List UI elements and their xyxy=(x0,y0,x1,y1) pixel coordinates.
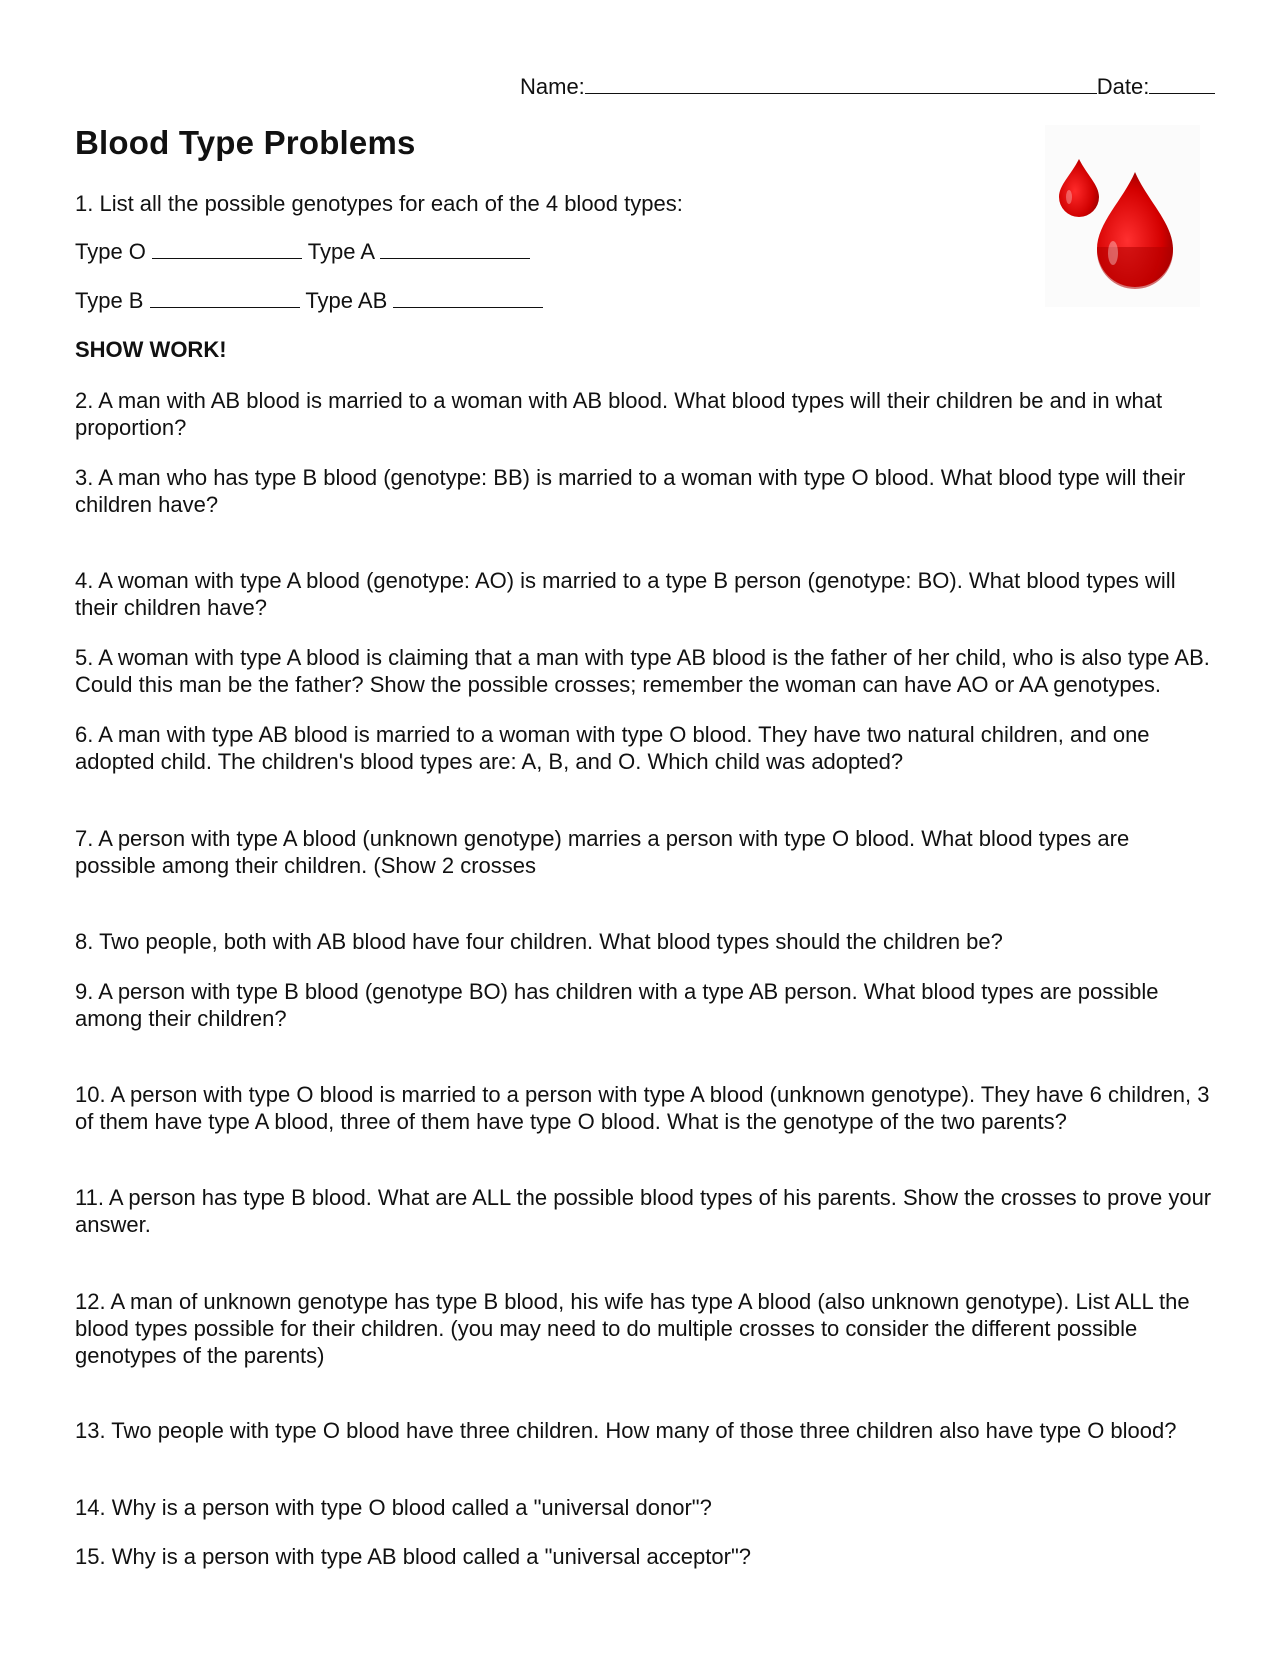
question-15: 15. Why is a person with type AB blood called a "universal acceptor"? xyxy=(75,1544,751,1569)
question-7: 7. A person with type A blood (unknown genotype) marries a person with type O blood. What blood types are possible among their children. (Show 2 crosses xyxy=(75,826,1130,878)
show-work-heading: SHOW WORK! xyxy=(75,337,227,362)
question-4: 4. A woman with type A blood (genotype: AO) is married to a type B person (genotype: BO). What blood types will their children have? xyxy=(75,568,1176,620)
genotype-row-1 xyxy=(75,238,530,265)
type-a-answer[interactable] xyxy=(380,238,530,259)
type-o-answer[interactable] xyxy=(152,238,302,259)
blood-drops-icon xyxy=(1045,125,1200,307)
question-11: 11. A person has type B blood. What are ALL the possible blood types of his parents. Show the crosses to prove your answer. xyxy=(75,1185,1212,1237)
question-1: 1. List all the possible genotypes for each of the 4 blood types: xyxy=(75,191,683,216)
type-ab-answer[interactable] xyxy=(393,287,543,308)
question-6: 6. A man with type AB blood is married to a woman with type O blood. They have two natural children, and one adopted child. The children's blood types are: A, B, and O. Which child was adopted? xyxy=(75,722,1150,774)
question-9: 9. A person with type B blood (genotype BO) has children with a type AB person. What blood types are possible among their children? xyxy=(75,979,1159,1031)
question-10: 10. A person with type O blood is married to a person with type A blood (unknown genotype). They have 6 children, 3 of them have type A blood, three of them have type O blood. What is the genotype of the two parents? xyxy=(75,1082,1210,1134)
name-label: Name: xyxy=(520,74,585,99)
name-field[interactable] xyxy=(585,73,1097,94)
question-12: 12. A man of unknown genotype has type B blood, his wife has type A blood (also unknown genotype). List ALL the blood types possible for their children. (you may need to do multiple crosses to consider the different possible genotypes of the parents) xyxy=(75,1289,1190,1368)
type-b-label: Type B xyxy=(75,288,144,313)
page-title: Blood Type Problems xyxy=(75,124,416,161)
date-label: Date: xyxy=(1096,74,1150,99)
question-13: 13. Two people with type O blood have three children. How many of those three children also have type O blood? xyxy=(75,1418,1177,1443)
type-ab-label: Type AB xyxy=(305,288,388,313)
genotype-row-2 xyxy=(75,287,543,314)
question-5: 5. A woman with type A blood is claiming that a man with type AB blood is the father of her child, who is also type AB. Could this man be the father? Show the possible crosses; remember the woman can have AO or AA genotypes. xyxy=(75,645,1210,697)
name-label-row xyxy=(520,73,1215,100)
date-field[interactable] xyxy=(1149,73,1215,94)
question-8: 8. Two people, both with AB blood have four children. What blood types should the children be? xyxy=(75,929,1003,954)
type-o-label: Type O xyxy=(75,239,146,264)
question-2: 2. A man with AB blood is married to a woman with AB blood. What blood types will their children be and in what proportion? xyxy=(75,388,1163,440)
question-14: 14. Why is a person with type O blood called a "universal donor"? xyxy=(75,1495,712,1520)
type-a-label: Type A xyxy=(307,239,374,264)
type-b-answer[interactable] xyxy=(150,287,300,308)
question-3: 3. A man who has type B blood (genotype: BB) is married to a woman with type O blood. What blood type will their children have? xyxy=(75,465,1186,517)
